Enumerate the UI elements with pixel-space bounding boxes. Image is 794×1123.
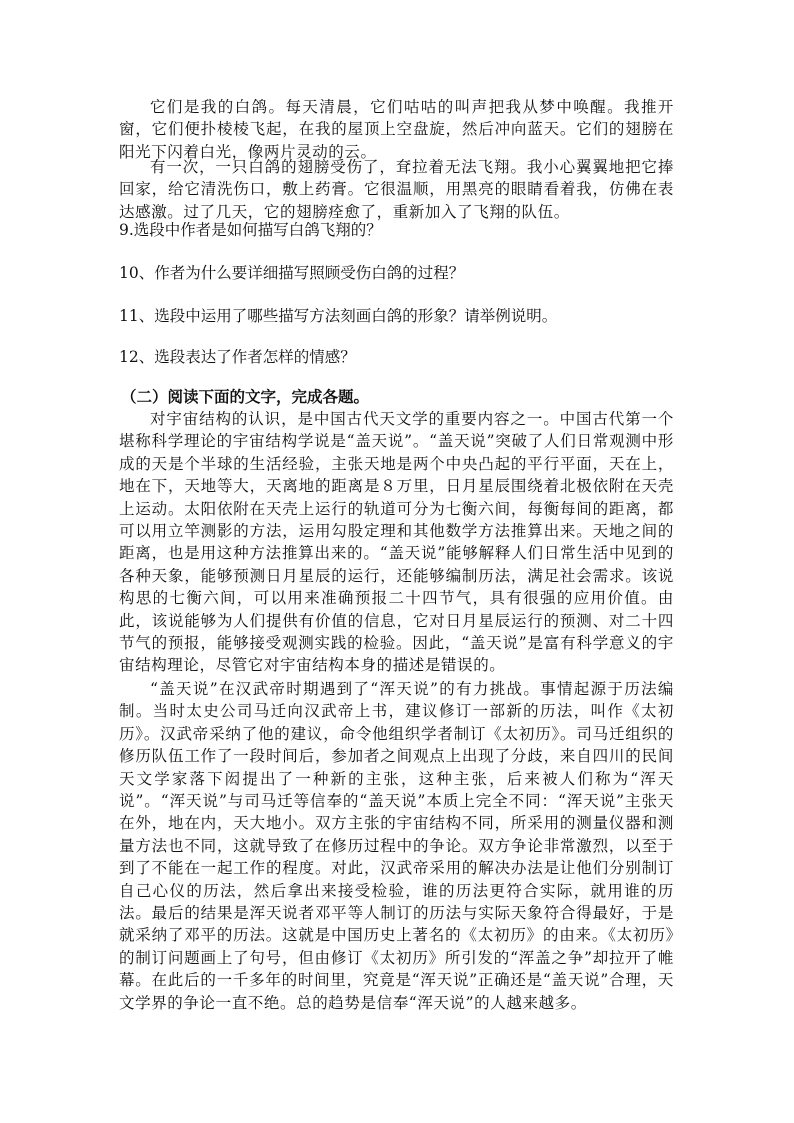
passage1-paragraph-1	[119, 96, 674, 163]
section-2-paragraph-2-text: “盖天说”在汉武帝时期遇到了“浑天说”的有力挑战。事情起源于历法编制。当时太史公司马迁向汉武帝上书，建议修订一部新的历法，叫作《太初历》。汉武帝采纳了他的建议，命令他组织学者制订《太初历》。司马迁组织的修历队伍工作了一段时间后，参加者之间观点上出现了分歧，来自四川的民间天文学家落下闳提出了一种新的主张，这种主张，后来被人们称为“浑天说”。“浑天说”与司马迁等信奉的“盖天说”本质上完全不同：“浑天说”主张天在外，地在内，天大地小。双方主张的宇宙结构不同，所采用的测量仪器和测量方法也不同，这就导致了在修历过程中的争论。双方争论非常激烈，以至于到了不能在一起工作的程度。对此，汉武帝采用的解决办法是让他们分别制订自己心仪的历法，然后拿出来接受检验，谁的历法更符合实际，就用谁的历法。最后的结果是浑天说者邓平等人制订的历法与实际天象符合得最好，于是就采纳了邓平的历法。这就是中国历史上著名的《太初历》的由来。《太初历》的制订问题画上了句号，但由修订《太初历》所引发的“浑盖之争”却拉开了帷幕。在此后的一千多年的时间里，究竟是“浑天说”正确还是“盖天说”合理，天文学界的争论一直不绝。总的趋势是信奉“浑天说”的人越来越多。	[119, 680, 674, 1012]
passage1-paragraph-2-text: 有一次，一只白鸽的翅膀受伤了，耷拉着无法飞翔。我小心翼翼地把它捧回家，给它清洗伤口，敷上药膏。它很温顺，用黑亮的眼睛看着我，仿佛在表达感激。过了几天，它的翅膀痊愈了，重新加入了飞翔的队伍。	[119, 158, 674, 221]
question-12: 12、选段表达了作者怎样的情感？	[119, 348, 356, 366]
section-2-paragraph-2	[119, 678, 674, 1014]
passage1-paragraph-2	[119, 156, 674, 223]
question-10: 10、作者为什么要详细描写照顾受伤白鸽的过程？	[119, 264, 465, 282]
question-11: 11、选段中运用了哪些描写方法刻画白鸽的形象？请举例说明。	[119, 307, 558, 325]
question-9: 9.选段中作者是如何描写白鸽飞翔的？	[119, 221, 382, 239]
section-2-paragraph-1-text: 对宇宙结构的认识，是中国古代天文学的重要内容之一。中国古代第一个堪称科学理论的宇宙结构学说是“盖天说”。“盖天说”突破了人们日常观测中形成的天是个半球的生活经验，主张天地是两个中央凸起的平行平面，天在上，地在下，天地等大，天离地的距离是８万里，日月星辰围绕着北极依附在天壳上运动。太阳依附在天壳上运行的轨道可分为七衡六间，每衡每间的距离，都可以用立竿测影的方法，运用勾股定理和其他数学方法推算出来。天地之间的距离，也是用这种方法推算出来的。“盖天说”能够解释人们日常生活中见到的各种天象，能够预测日月星辰的运行，还能够编制历法，满足社会需求。该说构思的七衡六间，可以用来准确预报二十四节气，具有很强的应用价值。由此，该说能够为人们提供有价值的信息，它对日月星辰运行的预测、对二十四节气的预报，能够接受观测实践的检验。因此，“盖天说”是富有科学意义的宇宙结构理论，尽管它对宇宙结构本身的描述是错误的。	[119, 410, 674, 675]
section-2-paragraph-1	[119, 408, 674, 677]
section-2-title: （二）阅读下面的文字，完成各题。	[121, 387, 370, 406]
passage1-paragraph-1-text: 它们是我的白鸽。每天清晨，它们咕咕的叫声把我从梦中唤醒。我推开窗，它们便扑棱棱飞起，在我的屋顶上空盘旋，然后冲向蓝天。它们的翅膀在阳光下闪着白光，像两片灵动的云。	[119, 98, 674, 161]
